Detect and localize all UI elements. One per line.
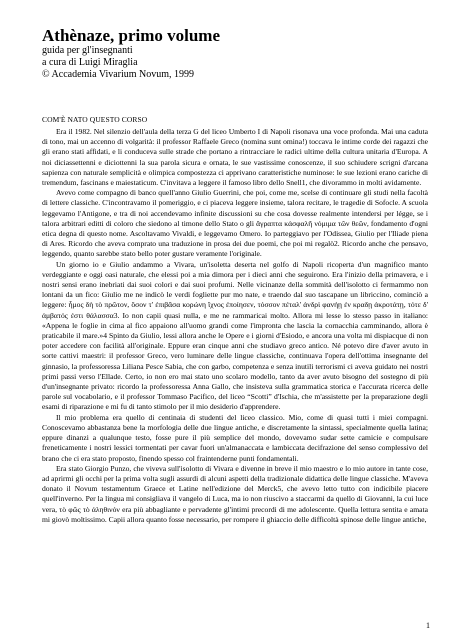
copyright-line: © Accademia Vivarium Novum, 1999 (42, 69, 195, 80)
subtitle-guide: guida per gl'insegnanti (42, 45, 133, 56)
paragraph: Un giorno io e Giulio andammo a Vivara, un'isoletta deserta nel golfo di Napoli ricoperta d'un magnifico manto verdeggiante e oggi oasi naturale, che elessi poi a mia dimora per i dieci anni che seguirono. Era l'inizio della primavera, e i nostri sensi erano inebriati dai suoi colori e dai suoi profumi. Nelle vicinanze della sommità dell'isolotto ci fermammo non lontani da un fico: Giulio me ne indicò le verdi fogliette pur mo nate, e traendo dal suo tascapane un libriccino, cominciò a leggere: ἦμος δὴ τὸ πρῶτον, ὅσον τ' ἐπιβᾶσα κορώνη ἴχνος ἐποίησεν, τόσσον πέταλ' ἀνδρὶ φανήῃ ἐν κραδῃ ἀκροτάτῃ, τότε δ' ἀμβατός ἐστι θάλασσα3. Io non capii quasi nulla, e me ne rammaricai molto. Allora mi lesse lo stesso passo in italiano: «Appena le foglie in cima al fico appaiono all'uomo grandi come l'impronta che lascia la cornacchia camminando, allora è praticabile il mare.»4 Spinto da Giulio, lessi allora anche le Opere e i giorni d'Esiodo, e ancora una volta mi dispiacque di non poter accedere con facilità all'originale. Eppure eran cinque anni che studiavo greco antico. Né potevo dire d'aver avuto in sorte cattivi maestri: il professor Greco, vero luminare delle lingue classiche, continuava l'opera dell'ottima insegnante del ginnasio, la professoressa Liliana Pesce Sabia, che con garbo, competenza e senza inutili terrorismi ci aveva guidato nei nostri primi passi verso l'Ellade. Certo, io non ero mai stato uno scolaro modello, tanto da aver avuto bisogno del sostegno di più d'un'insegnante privato: ricordo la professoressa Anna Gallo, che insisteva sulla grammatica storica e l'accurata ricerca delle parole sul vocabolario, e il professor Tommaso Pacifico, del liceo “Scotti” d'Ischia, che m'assistette per la preparazione degli esami di riparazione e mi fu di tanto stimolo per il mio desiderio d'apprendere. (42, 259, 428, 412)
subtitle-editor: a cura di Luigi Miraglia (42, 57, 138, 68)
page-number: 1 (426, 621, 430, 630)
body-text (42, 127, 428, 525)
paragraph: Era il 1982. Nel silenzio dell'aula della terza G del liceo Umberto I di Napoli risonava una voce profonda. Mai una caduta di tono, mai un accenno di volgarità: il professor Raffaele Greco (nomina sunt omina!) toccava le intime corde dei ragazzi che gli erano stati affidati, e li conduceva sulle strade che portano a rintracciare le radici ultime della cultura unitaria d'Europa. A noi diciassettenni e diciottenni la sua parola sicura e ornata, le sue vastissime conoscenze, il suo schiudere scrigni d'arcana sapienza con naturale semplicità e olimpica compostezza ci apprivano caratteristiche numinose: le sue lezioni erano cariche di tremendum, fascinans e maiestaticum. C'invitava a leggere il famoso libro dello Snell1, che divorammo in molti avidamente. (42, 127, 428, 188)
paragraph: Il mio problema era quello di centinaia di studenti del liceo classico. Mio, come di quasi tutti i miei compagni. Conoscevamo abbastanza bene la morfologia delle due lingue antiche, e discretamente la sintassi, specialmente quella latina; eppure dinanzi a qualunque testo, fosse pure il più semplice del mondo, dovevamo sudar sette camicie e compulsare freneticamente i nostri lessici tormentati per cavar fuori un'almanaccata e lambiccata decifrazione del senso complessivo del brano che ci era stato proposto, finendo spesso col fraintenderne punti fondamentali. (42, 412, 428, 463)
document-title: Athènaze, primo volume (42, 26, 221, 45)
paragraph: Era stato Giorgio Punzo, che viveva sull'isolotto di Vivara e divenne in breve il mio maestro e lo mio autore in tante cose, ad aprirmi gli occhi per la prima volta sugli assurdi di alcuni aspetti della tradizionale didattica delle lingue classiche. M'aveva donato il Novum testamentum Graece et Latine nell'edizione del Merck5, che avevo letto tutto con indicibile piacere quell'inverno. Per la lingua mi consigliava il vangelo di Luca, ma io non riuscivo a staccarmi da quello di Giovanni, la cui luce vera, τὸ φῶς τὸ ἀληθινόν era più abbagliante e pervadente gl'intimi precordi di me adolescente. Quella lettura sentita e amata mi giovò moltissimo. Capii allora quanto fosse necessario, per rompere il ghiaccio delle difficoltà spinose delle lingue antiche, (42, 463, 428, 524)
section-heading: COM'È NATO QUESTO CORSO (42, 115, 148, 124)
paragraph: Avevo come compagno di banco quell'anno Giulio Guerrini, che poi, come me, scelse di continuare gli studi nella facoltà di lettere classiche. C'incontravamo il pomeriggio, e ci piaceva leggere insieme, talora recitare, le tragedie di Sofocle. A scuola leggevamo l'Antigone, e tra di noi accendevamo infinite discussioni su che cosa dovesse realmente intendersi per légge, se i talora arbitrari editti di coloro che siedono al timone dello Stato o gli ἄγραπτα κἀσφαλῆ νόμιμα τῶν θεῶν, fondamento d'ogni etica degna di questo nome. Ascoltavamo Vivaldi, e leggevamo Omero. Io parteggiavo per l'Odissea, Giulio per l'Iliade piena di Ares. Ricordo che aveva comprato una traduzione in prosa dei due poemi, che poi mi regalò2. Ricordo anche che pensavo, leggendo, quanto sarebbe stato bello poter gustare veramente l'originale. (42, 188, 428, 259)
